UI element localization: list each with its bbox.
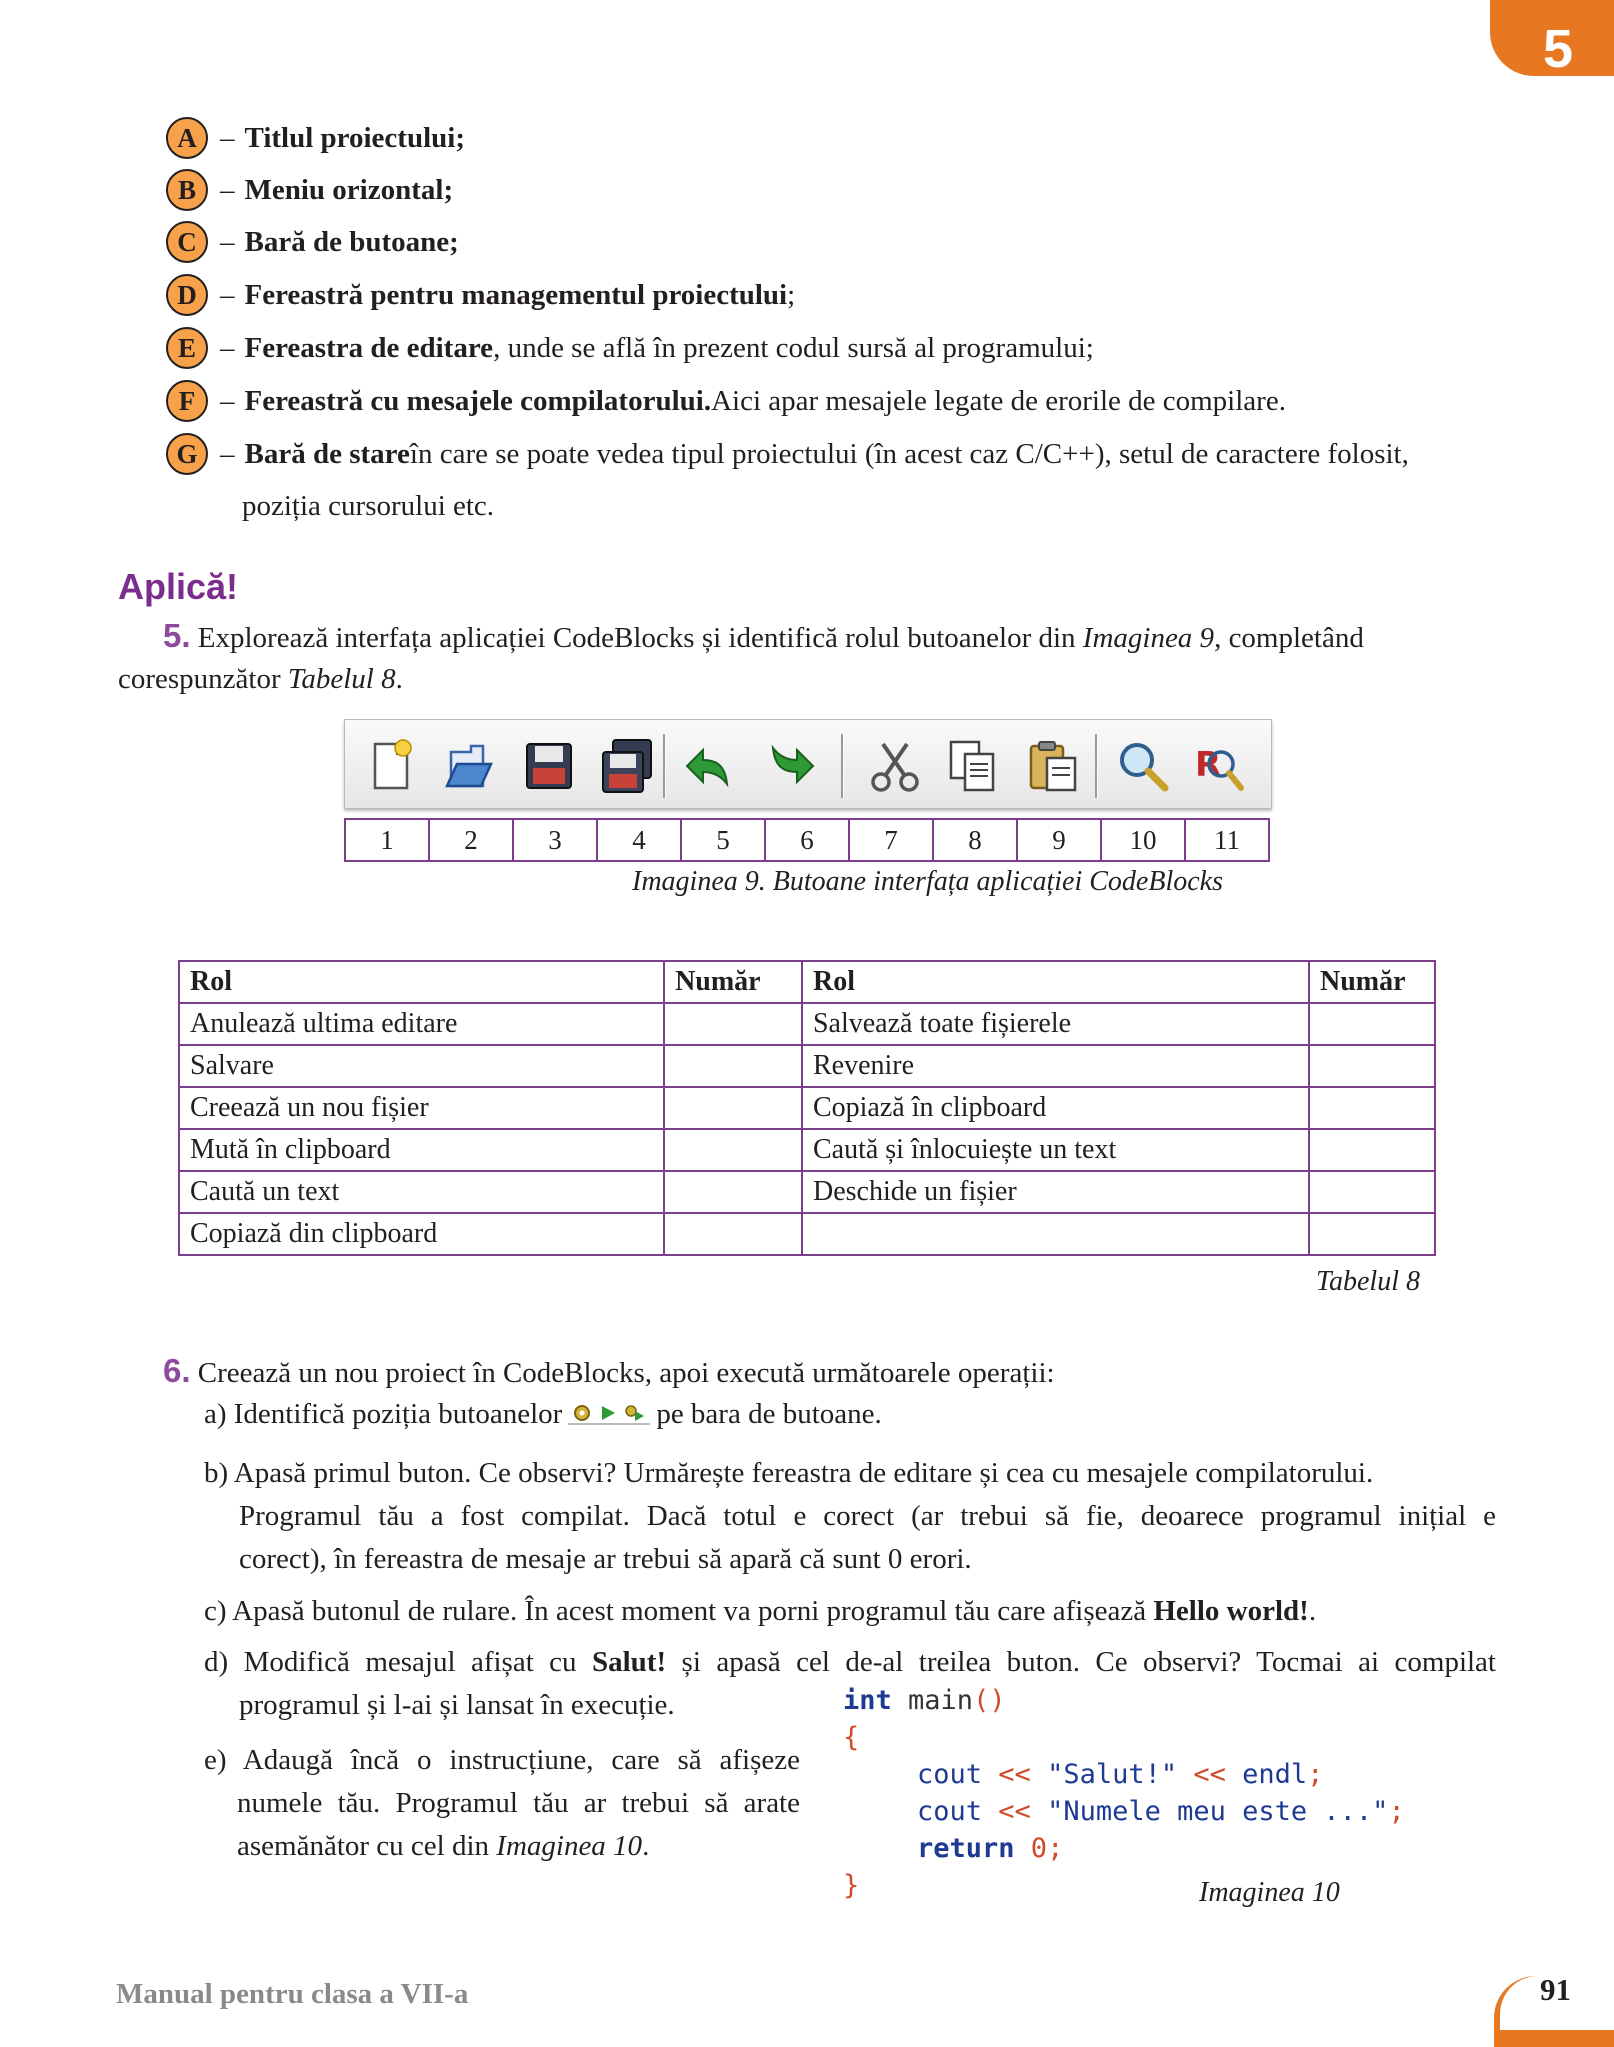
build-icon [572, 1403, 592, 1423]
legend-term: Fereastră cu mesajele compilatorului. [244, 384, 712, 417]
number-answer-cell[interactable] [1309, 1003, 1435, 1045]
role-cell: Anulează ultima editare [179, 1003, 664, 1045]
footer-book-title: Manual pentru clasa a VII-a [116, 1978, 469, 2010]
exercise-5-line2: corespunzător Tabelul 8. [118, 663, 403, 695]
exercise-6-b-line2: Programul tău a fost compilat. Dacă totul e corect (ar trebui să fie, deoarece programul inițial e [239, 1500, 1496, 1532]
code-line: { [843, 1722, 860, 1753]
exercise-6-number: 6. [163, 1352, 191, 1389]
dash: – [220, 225, 235, 258]
number-answer-cell[interactable] [1309, 1087, 1435, 1129]
role-cell: Salvează toate fișierele [802, 1003, 1309, 1045]
number-answer-cell[interactable] [664, 1003, 802, 1045]
codeblocks-toolbar [344, 719, 1272, 809]
letter-badge: C [166, 221, 208, 263]
table-header-cell: Rol [802, 961, 1309, 1003]
apply-heading: Aplică! [118, 566, 239, 607]
exercise-6-intro: 6. Creează un nou proiect în CodeBlocks, apoi execută următoarele operații: [163, 1352, 1055, 1389]
button-number-cell: 4 [598, 820, 682, 860]
exercise-6-e-line3: asemănător cu cel din Imaginea 10. [237, 1830, 650, 1862]
dash: – [220, 437, 235, 470]
legend-term: Fereastră pentru managementul proiectului [244, 278, 788, 311]
role-cell: Salvare [179, 1045, 664, 1087]
legend-term: Bară de stare [244, 437, 410, 470]
undo-icon [681, 738, 737, 794]
number-answer-cell[interactable] [664, 1087, 802, 1129]
exercise-6-c: c) Apasă butonul de rulare. În acest moment va porni programul tău care afișează Hello world!. [204, 1595, 1317, 1627]
cut-icon [867, 738, 923, 794]
dash: – [220, 121, 235, 154]
table-row [179, 1171, 1435, 1213]
button-number-cell: 11 [1214, 824, 1240, 855]
letter-badge: A [166, 117, 208, 159]
button-number-cell: 10 [1102, 820, 1186, 860]
find-icon [1115, 738, 1171, 794]
legend-description: ; [787, 278, 796, 311]
number-answer-cell[interactable] [1309, 1129, 1435, 1171]
exercise-6-a: a) Identifică poziția butoanelor pe bara de butoane. [204, 1398, 882, 1430]
role-cell: Mută în clipboard [179, 1129, 664, 1171]
chapter-number: 5 [1543, 19, 1574, 79]
role-cell [802, 1213, 1309, 1255]
image10-caption: Imaginea 10 [1199, 1877, 1340, 1908]
dash: – [220, 331, 235, 364]
role-cell: Creează un nou fișier [179, 1087, 664, 1129]
exercise-5-number: 5. [163, 617, 191, 654]
build-buttons-group [568, 1403, 650, 1425]
table8-caption: Tabelul 8 [1316, 1266, 1420, 1297]
role-cell: Caută un text [179, 1171, 664, 1213]
dash: – [220, 278, 235, 311]
letter-badge: F [166, 380, 208, 422]
legend-term: Meniu orizontal; [244, 173, 454, 206]
exercise-6-b-line3: corect), în fereastra de mesaje ar trebui să apară că sunt 0 erori. [239, 1543, 972, 1575]
button-number-cell: 9 [1018, 820, 1102, 860]
table-row [179, 1213, 1435, 1255]
table-header-cell: Rol [179, 961, 664, 1003]
dash: – [220, 173, 235, 206]
toolbar-separator [663, 734, 666, 798]
legend-term: Titlul proiectului; [244, 121, 465, 154]
table-row [179, 1003, 1435, 1045]
role-cell: Caută și înlocuiește un text [802, 1129, 1309, 1171]
legend-description: în care se poate vedea tipul proiectului (în acest caz C/C++), setul de caractere folosit, [409, 437, 1409, 470]
number-answer-cell[interactable] [664, 1171, 802, 1213]
paste-icon [1025, 738, 1081, 794]
table-row [179, 1087, 1435, 1129]
role-cell: Copiază din clipboard [179, 1213, 664, 1255]
table-header-row [179, 961, 1435, 1003]
legend-g-continuation: poziția cursorului etc. [242, 490, 495, 522]
table-header-cell: Număr [1309, 961, 1435, 1003]
code-line: cout << "Numele meu este ..."; [917, 1796, 1405, 1827]
open-file-icon [441, 738, 497, 794]
exercise-6-e-line2: numele tău. Programul tău ar trebui să arate [237, 1787, 800, 1819]
legend-item [166, 218, 459, 266]
legend-item [166, 324, 1094, 372]
exercise-6-d-line1: d) Modifică mesajul afișat cu Salut! și apasă cel de-al treilea buton. Ce observi? Tocmai ai compilat [204, 1646, 1496, 1678]
run-icon [598, 1403, 618, 1423]
table-row [179, 1045, 1435, 1087]
code-line: cout << "Salut!" << endl; [917, 1759, 1324, 1790]
letter-badge: B [166, 169, 208, 211]
button-number-cell: 1 [346, 820, 430, 860]
number-answer-cell[interactable] [1309, 1171, 1435, 1213]
page-number: 91 [1540, 1972, 1571, 2007]
code-line: } [843, 1870, 860, 1901]
number-answer-cell[interactable] [664, 1213, 802, 1255]
legend-description: , unde se află în prezent codul sursă al programului; [493, 331, 1094, 364]
button-number-cell: 8 [934, 820, 1018, 860]
number-answer-cell[interactable] [664, 1129, 802, 1171]
legend-term: Bară de butoane; [244, 225, 459, 258]
roles-table [178, 960, 1436, 1256]
legend-term: Fereastra de editare [244, 331, 494, 364]
legend-item [166, 114, 465, 162]
copy-icon [945, 738, 1001, 794]
letter-badge: G [166, 433, 208, 475]
button-number-row [344, 818, 1270, 862]
button-number-cell: 6 [766, 820, 850, 860]
number-answer-cell[interactable] [1309, 1045, 1435, 1087]
letter-badge: E [166, 327, 208, 369]
legend-description: Aici apar mesajele legate de erorile de compilare. [711, 384, 1286, 417]
save-all-icon [599, 738, 655, 794]
legend-item [166, 377, 1286, 425]
role-cell: Copiază în clipboard [802, 1087, 1309, 1129]
button-number-cell: 5 [682, 820, 766, 860]
legend-item [166, 166, 453, 214]
legend-item [166, 430, 1409, 478]
svg-text:R: R [1195, 745, 1222, 785]
image9-caption: Imaginea 9. Butoane interfața aplicației CodeBlocks [632, 866, 1223, 897]
build-run-icon [624, 1403, 646, 1423]
exercise-6-b-line1: b) Apasă primul buton. Ce observi? Urmărește fereastra de editare și cea cu mesajele compilatorului. [204, 1457, 1374, 1489]
role-cell: Deschide un fișier [802, 1171, 1309, 1213]
toolbar-separator [841, 734, 844, 798]
legend-item [166, 271, 795, 319]
exercise-5-line1: 5. Explorează interfața aplicației CodeBlocks și identifică rolul butoanelor din Imaginea 9, completând [163, 617, 1364, 654]
exercise-6-e-line1: e) Adaugă încă o instrucțiune, care să afișeze [204, 1744, 800, 1776]
toolbar-separator [1095, 734, 1098, 798]
redo-icon [763, 738, 819, 794]
letter-badge: D [166, 274, 208, 316]
role-cell: Revenire [802, 1045, 1309, 1087]
button-number-cell: 7 [850, 820, 934, 860]
number-answer-cell[interactable] [1309, 1213, 1435, 1255]
table-row [179, 1129, 1435, 1171]
dash: – [220, 384, 235, 417]
code-snippet [843, 1682, 1405, 1904]
new-file-icon [363, 738, 419, 794]
exercise-6-d-line2: programul și l-ai și lansat în execuție. [239, 1689, 675, 1721]
button-number-cell: 3 [514, 820, 598, 860]
number-answer-cell[interactable] [664, 1045, 802, 1087]
replace-icon [1191, 738, 1247, 794]
save-icon [521, 738, 577, 794]
button-number-cell: 2 [430, 820, 514, 860]
code-line: int main() [843, 1685, 1006, 1716]
table-header-cell: Număr [664, 961, 802, 1003]
code-line: return 0; [917, 1833, 1064, 1864]
